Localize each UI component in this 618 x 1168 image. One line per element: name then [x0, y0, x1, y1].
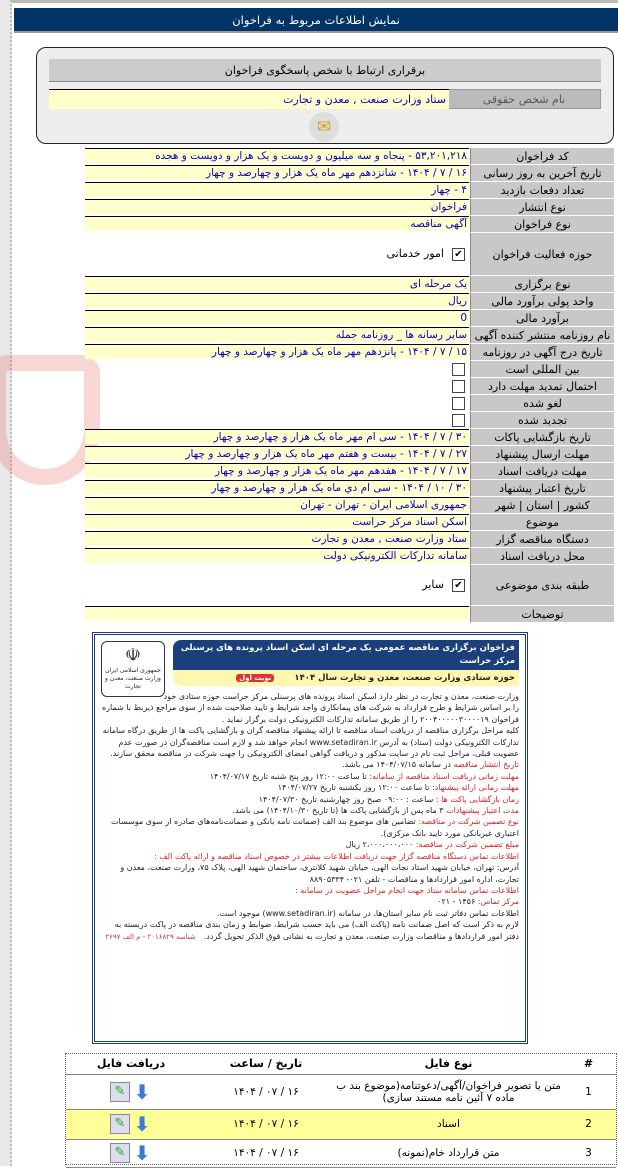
field-label: محل دریافت اسناد [470, 548, 614, 565]
field-label: برآورد مالی [470, 310, 614, 327]
ad-item-key: تاریخ انتشار مناقصه [453, 760, 519, 770]
field-row [85, 361, 614, 378]
ad-title: فراخوان برگزاری مناقصه عمومی یک مرحله ای اسکن اسناد پرونده های پرسنلی مرکز حراست [173, 640, 519, 670]
page-edge [0, 0, 12, 1166]
checkbox[interactable] [452, 363, 465, 376]
file-date: ۱۶ / ۰۷ / ۱۴۰۴ [196, 1109, 336, 1139]
file-date: ۱۶ / ۰۷ / ۱۴۰۴ [196, 1074, 336, 1109]
field-label: نوع فراخوان [470, 216, 614, 233]
checkbox[interactable] [452, 380, 465, 393]
ad-body [101, 691, 519, 943]
field-value: ۱۵ / ۷ / ۱۴۰۴ - پانزدهم مهر ماه یک هزار و چهارصد و چهار [85, 344, 469, 359]
download-arrow-icon[interactable]: ⬇ [133, 1079, 151, 1104]
legal-name-label: نام شخص حقوقی [447, 89, 601, 109]
ad-item [101, 782, 519, 793]
field-label: کد فراخوان [470, 148, 614, 165]
file-date: ۱۶ / ۰۷ / ۱۴۰۴ [196, 1139, 336, 1167]
ad-item-value: در سامانه ۱۴۰۴/۰۷/۱۵ می باشد. [342, 760, 451, 770]
field-value: ۵۳,۲۰۱,۲۱۸ - پنجاه و سه میلیون و دویست و یک هزار و دویست و هجده [85, 148, 469, 163]
field-label: مهلت دریافت اسناد [470, 463, 614, 480]
field-label: طبقه بندی موضوعی [470, 565, 614, 606]
ad-subtitle [173, 670, 519, 686]
ad-item-key: مهلت زمانی ارائه پیشنهاد: [432, 783, 519, 793]
field-value: ۲۷ / ۷ / ۱۴۰۴ - بیست و هفتم مهر ماه یک هزار و چهارصد و چهار [85, 446, 469, 461]
file-download [66, 1074, 196, 1109]
field-label: مهلت ارسال پیشنهاد [470, 446, 614, 463]
field-row [85, 216, 614, 233]
file-type: متن یا تصویر فراخوان/آگهی/دعوتنامه(موضوع بند ب ماده ۷ آئین نامه مستند سازی) [336, 1074, 561, 1109]
field-row [85, 233, 614, 276]
field-row [85, 276, 614, 293]
file-type: متن قرارداد خام(نمونه) [336, 1139, 561, 1167]
contact-title-button[interactable]: برقراری ارتباط با شخص پاسخگوی فراخوان [49, 59, 601, 82]
field-row [85, 378, 614, 395]
ad-line: عضویت قبلی، مراحل ثبت نام در سایت مذکور و دریافت گواهی امضای الکترونیکی را جهت شرکت در مناقصه محقق سازند. [110, 749, 519, 759]
field-row [85, 199, 614, 216]
field-value: ۴ - چهار [85, 182, 469, 197]
ad-item-key: مهلت زمانی دریافت اسناد مناقصه از سامانه: [369, 771, 519, 781]
file-row [66, 1109, 616, 1139]
ad-badge: نوبت اول [236, 674, 274, 682]
file-download [66, 1139, 196, 1167]
contact-panel [36, 47, 614, 144]
tender-ad-image [92, 632, 528, 1044]
field-label: تاریخ درج آگهی در روزنامه [470, 344, 614, 361]
field-label: تاریخ آخرین به روز رسانی [470, 165, 614, 182]
field-label: تجدید شده [470, 412, 614, 429]
checkbox[interactable] [452, 397, 465, 410]
field-row [85, 497, 614, 514]
ad-item-key: نوع تضمین شرکت در مناقصه: [418, 817, 519, 827]
ad-item-key: اطلاعات تماس سامانه ستاد جهت انجام مراحل عضویت در سامانه : [295, 885, 519, 895]
edit-document-icon[interactable]: ✎ [110, 1082, 130, 1102]
field-value: یک مرحله ای [85, 276, 469, 291]
ad-signature: شناسه ۲۰۱۶۸۲۹ - م الف ۲۶۹۷ [105, 932, 196, 941]
ad-line: را بر اساس شرایط و طرح قرارداد به شرکت های پیمانکاری واجد شرایط و تایید صلاحیت شده از سوی مراجع ذیربط با شماره [101, 703, 519, 713]
ad-item-value: ۳ ماه پس از بازگشایی پاکت ها (تا تاریخ ۱۴۰۴/۱۰/۳۰) می باشد. [232, 806, 444, 816]
col-download: دریافت فایل [66, 1054, 196, 1074]
field-value: فراخوان [85, 199, 469, 214]
col-file-type: نوع فایل [336, 1054, 561, 1074]
checkbox[interactable]: ✔ [452, 579, 465, 592]
file-row [66, 1139, 616, 1167]
field-label: نام روزنامه منتشر کننده آگهی [470, 327, 614, 344]
col-number: # [561, 1054, 616, 1074]
legal-name-value: ستاد وزارت صنعت , معدن و تجارت [49, 89, 449, 109]
file-row [66, 1074, 616, 1109]
field-label: بین المللی است [470, 361, 614, 378]
field-row [85, 429, 614, 446]
field-row [85, 310, 614, 327]
ad-item-key: مرکز تماس: [477, 897, 519, 907]
ad-item-value: تا ساعت ۱۲:۰۰ روز پنج شنبه تاریخ ۱۴۰۴/۰۷/۱۷ [209, 771, 367, 781]
ad-item-value: اطلاعات تماس دفاتر ثبت نام سایر استان‌ها، در سامانه (www.setadiran.ir) موجود است. [216, 908, 519, 918]
file-number: 3 [561, 1139, 616, 1167]
ad-item-value: تا ساعت ۱۲:۰۰ روز یکشنبه تاریخ ۱۴۰۴/۰۷/۲۷ [277, 783, 430, 793]
ad-item-value: آدرس: تهران، خیابان شهید استاد نجات الهی، خیابان شهید کلانتری، ساختمان شهید الهی، پلاک ۷۵، وزارت صنعت، معدن و تجارت، اداره امور قراردادها و مناقصات - تلفن ۰۲۱- ۸۸۹۰۵۳۳۴ [120, 863, 519, 884]
files-table [65, 1053, 617, 1165]
field-row [85, 531, 614, 548]
field-row [85, 395, 614, 412]
file-download [66, 1109, 196, 1139]
field-row [85, 165, 614, 182]
ad-item [101, 908, 519, 919]
ad-item-value: تضامین های موضوع بند الف (ضمانت نامه بانکی و ضمانت‌نامه‌های صادره از سوی موسسات اعتباری غیربانکی مورد تایید بانک مرکزی). [111, 817, 519, 838]
field-row [85, 344, 614, 361]
envelope-icon[interactable]: ✉ [309, 112, 339, 142]
field-row [85, 412, 614, 429]
edit-document-icon[interactable]: ✎ [110, 1143, 130, 1163]
ad-subtitle-text: حوزه ستادی وزارت صنعت، معدن و تجارت سال ۱۴۰۴ [294, 673, 515, 683]
col-date: تاریخ / ساعت [196, 1054, 336, 1074]
field-row [85, 327, 614, 344]
field-label: لغو شده [470, 395, 614, 412]
ad-item-key: زمان بازگشایی پاکت ها : [435, 794, 519, 804]
checkbox[interactable] [452, 414, 465, 427]
ad-item-key: اطلاعات تماس دستگاه مناقصه گزار جهت دریافت اطلاعات بیشتر در خصوص اسناد مناقصه و ارائه پاکت الف : [154, 851, 519, 861]
file-number: 1 [561, 1074, 616, 1109]
field-value: اسکن اسناد مرکز حراست [85, 514, 469, 529]
ad-item [101, 919, 519, 943]
field-row [85, 480, 614, 497]
ad-item [101, 805, 519, 816]
file-type: اسناد [336, 1109, 561, 1139]
ad-item-value: ساعت : ۰۹:۰۰ صبح روز چهارشنبه تاریخ ۱۴۰۴/۰۷/۳۰ [258, 794, 434, 804]
field-label: دستگاه مناقصه گزار [470, 531, 614, 548]
field-label: نوع برگزاری [470, 276, 614, 293]
ad-item [101, 862, 519, 885]
ad-item [101, 885, 519, 896]
ad-item-key: مدت اعتبار پیشنهادات [446, 806, 519, 816]
ad-item [101, 794, 519, 805]
ad-item [101, 851, 519, 862]
field-value: آگهی مناقصه [85, 216, 469, 231]
checkbox[interactable]: ✔ [452, 248, 465, 261]
field-row [85, 514, 614, 531]
ad-item-value: ۲،۰۰۰،۰۰۰،۰۰۰ ریال [345, 840, 414, 850]
ad-line: فراخوان ۲۰۰۴۰۰۰۰۰۳۰۰۰۰۱۹ را از طریق سامانه تدارکات الکترونیکی دولت برگزار نماید . [221, 714, 519, 724]
field-label: واحد پولی برآورد مالی [470, 293, 614, 310]
ad-item [101, 896, 519, 907]
field-value: ۱۶ / ۷ / ۱۴۰۴ - شانزدهم مهر ماه یک هزار و چهارصد و چهار [85, 165, 469, 180]
field-value: سایر رسانه ها _ روزنامه جمله [85, 327, 469, 342]
field-label: موضوع [470, 514, 614, 531]
page-header: نمایش اطلاعات مربوط به فراخوان [14, 8, 618, 33]
field-value: 0 [85, 310, 469, 325]
ad-item [101, 771, 519, 782]
field-value: جمهوری اسلامی ایران - تهران - تهران [85, 497, 469, 512]
field-label: نوع انتشار [470, 199, 614, 216]
field-row [85, 446, 614, 463]
field-row [85, 565, 614, 606]
field-row [85, 606, 614, 623]
ad-item-value: ۱۴۵۶ - ۰۲۱ [437, 897, 476, 907]
field-label: توضیحات [470, 606, 614, 623]
field-label: کشور | استان | شهر [470, 497, 614, 514]
checkbox-label: امور خدماتی [386, 246, 444, 260]
field-value: ۱۷ / ۷ / ۱۴۰۴ - هفدهم مهر ماه یک هزار و چهارصد و چهار [85, 463, 469, 478]
edit-document-icon[interactable]: ✎ [110, 1114, 130, 1134]
ad-line: کلیه مراحل برگزاری مناقصه از دریافت اسناد مناقصه تا ارائه پیشنهاد مناقصه گران و بازگشایی پاکت ها از طریق درگاه سامانه [102, 726, 519, 736]
field-label: احتمال تمدید مهلت دارد [470, 378, 614, 395]
field-row [85, 182, 614, 199]
field-value [85, 606, 469, 621]
field-value: ۳۰ / ۷ / ۱۴۰۴ - سی ام مهر ماه یک هزار و چهارصد و چهار [85, 429, 469, 444]
ad-line: تدارکات الکترونیکی دولت (ستاد) به آدرس www.setadiran.ir انجام خواهد شد و لازم است مناقصه‌گران در صورت عدم [118, 737, 519, 747]
ad-item [101, 839, 519, 850]
field-label: حوزه فعالیت فراخوان [470, 233, 614, 276]
field-value: ستاد وزارت صنعت , معدن و تجارت [85, 531, 469, 546]
field-value: ریال [85, 293, 469, 308]
field-row [85, 548, 614, 565]
field-label: تاریخ بازگشایی پاکات [470, 429, 614, 446]
top-border [12, 0, 618, 3]
field-row [85, 148, 614, 165]
field-label: تاریخ اعتبار پیشنهاد [470, 480, 614, 497]
field-label: تعداد دفعات بازدید [470, 182, 614, 199]
ad-line: وزارت صنعت، معدن و تجارت در نظر دارد اسکن اسناد پرونده های پرسنلی مرکز حراست حوزه ستادی خود [163, 692, 519, 701]
ad-item-value: لازم به ذکر است که اصل ضمانت نامه (پاکت الف) می باید حسب شرایط، ضوابط و زمان بندی مناقصه در پاکت دربسته به دفتر امور قراردادها و مناقصات وزارت صنعت، معدن و تجارت به نشانی فوق الذکر تحویل گردد. [114, 920, 519, 941]
ad-item [101, 816, 519, 839]
ad-item [101, 759, 519, 770]
field-row [85, 463, 614, 480]
iran-emblem-logo: ☫ جمهوری اسلامی ایران وزارت صنعت، معدن و تجارت [101, 641, 165, 697]
ad-item-key: مبلغ تضمین شرکت در مناقصه: [415, 840, 519, 850]
download-arrow-icon[interactable]: ⬇ [133, 1141, 151, 1165]
checkbox-label: سایر [422, 577, 444, 591]
file-number: 2 [561, 1109, 616, 1139]
download-arrow-icon[interactable]: ⬇ [133, 1112, 151, 1136]
field-value: سامانه تدارکات الکترونیکی دولت [85, 548, 469, 563]
field-value: ۳۰ / ۱۰ / ۱۴۰۴ - سی ام دي ماه یک هزار و چهارصد و چهار [85, 480, 469, 495]
field-row [85, 293, 614, 310]
